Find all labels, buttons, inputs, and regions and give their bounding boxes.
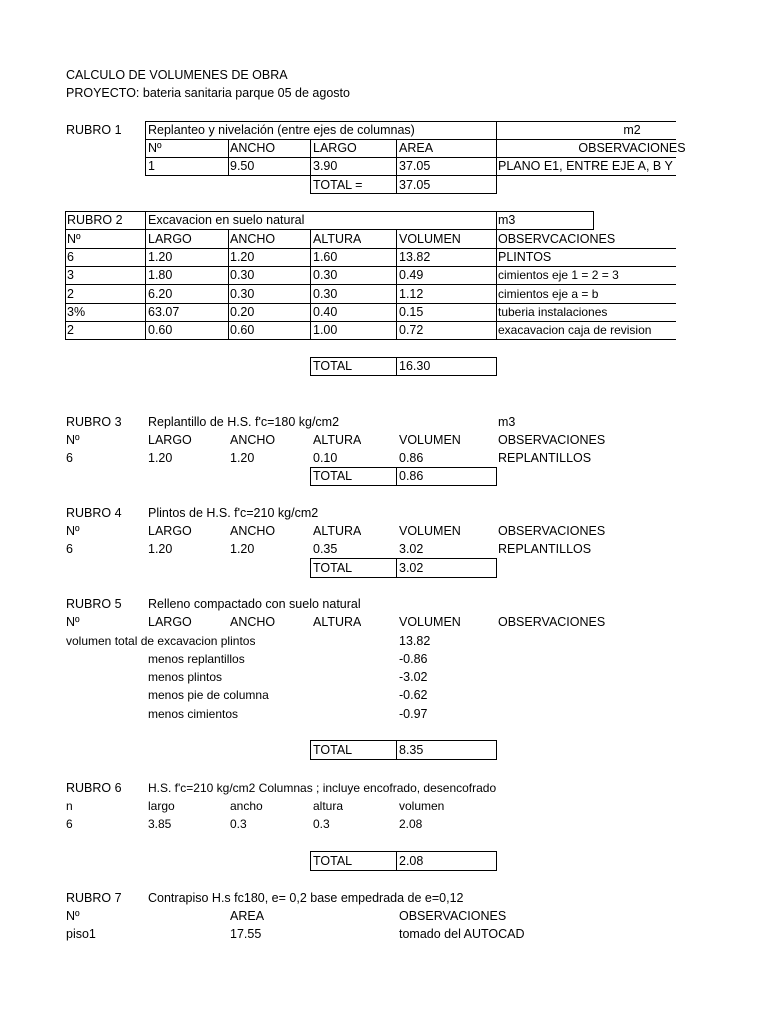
- rubro1-header-ancho: ANCHO: [230, 141, 276, 155]
- cell: cimientos eje a = b: [498, 287, 599, 301]
- rubro5-header-largo: LARGO: [148, 615, 192, 629]
- cell: 0.30: [313, 268, 338, 282]
- rubro3-header-ancho: ANCHO: [230, 433, 276, 447]
- rubro1-header-area: AREA: [399, 141, 434, 155]
- cell: 3.90: [313, 159, 338, 173]
- rubro3-total-value: 0.86: [399, 469, 424, 483]
- cell: 0.49: [399, 268, 424, 282]
- rubro6-header-ancho: ancho: [230, 799, 263, 813]
- line-value: -0.86: [399, 652, 428, 666]
- rubro4-header-ancho: ANCHO: [230, 524, 276, 538]
- rubro7-description: Contrapiso H.s fc180, e= 0,2 base empedrada de e=0,12: [148, 891, 464, 905]
- cell: 1.80: [148, 268, 173, 282]
- cell: 2: [67, 287, 74, 301]
- rubro7-header-n: Nº: [66, 909, 80, 923]
- rubro7-header-observaciones: OBSERVACIONES: [399, 909, 507, 923]
- cell: 6: [66, 817, 73, 831]
- rubro2-header-observaciones: OBSERVCACIONES: [498, 232, 616, 246]
- rubro3-header-largo: LARGO: [148, 433, 192, 447]
- rubro2-description: Excavacion en suelo natural: [148, 213, 305, 227]
- cell: tuberia instalaciones: [498, 305, 608, 319]
- cell: 2: [67, 323, 74, 337]
- cell: 0.35: [313, 542, 338, 556]
- cell: 1.12: [399, 287, 424, 301]
- cell: 63.07: [148, 305, 180, 319]
- cell: 3.85: [148, 817, 172, 831]
- cell: 3%: [67, 305, 86, 319]
- line-label: menos cimientos: [148, 707, 239, 721]
- line-value: 13.82: [399, 634, 431, 648]
- cell: REPLANTILLOS: [498, 451, 592, 465]
- cell: tomado del AUTOCAD: [399, 927, 525, 941]
- rubro2-label: RUBRO 2: [67, 213, 123, 227]
- rubro2-total-value: 16.30: [399, 359, 431, 373]
- rubro2-total-label: TOTAL: [313, 359, 353, 373]
- rubro5-header-volumen: VOLUMEN: [399, 615, 461, 629]
- rubro6-header-volumen: volumen: [399, 799, 445, 813]
- rubro3-total-label: TOTAL: [313, 469, 353, 483]
- cell: 0.15: [399, 305, 424, 319]
- rubro3-description: Replantillo de H.S. f'c=180 kg/cm2: [148, 415, 340, 429]
- rubro2-header-volumen: VOLUMEN: [399, 232, 461, 246]
- rubro1-total-label: TOTAL =: [313, 178, 363, 192]
- cell: 1.20: [230, 542, 255, 556]
- rubro2-header-altura: ALTURA: [313, 232, 362, 246]
- rubro5-header-altura: ALTURA: [313, 615, 362, 629]
- rubro1-header-largo: LARGO: [313, 141, 357, 155]
- cell: 0.86: [399, 451, 424, 465]
- rubro5-total-label: TOTAL: [313, 743, 353, 757]
- cell: 1: [148, 159, 155, 173]
- rubro4-total-value: 3.02: [399, 561, 424, 575]
- cell: 9.50: [230, 159, 255, 173]
- rubro3-header-n: Nº: [66, 433, 80, 447]
- rubro4-total-label: TOTAL: [313, 561, 353, 575]
- cell: 0.30: [230, 268, 255, 282]
- rubro6-total-value: 2.08: [399, 854, 424, 868]
- rubro3-header-observaciones: OBSERVACIONES: [498, 433, 606, 447]
- rubro1-description: Replanteo y nivelación (entre ejes de columnas): [148, 123, 415, 137]
- rubro4-header-volumen: VOLUMEN: [399, 524, 461, 538]
- cell: 2.08: [399, 817, 423, 831]
- rubro4-header-observaciones: OBSERVACIONES: [498, 524, 606, 538]
- cell: cimientos eje 1 = 2 = 3: [498, 268, 619, 282]
- rubro2-unit: m3: [498, 213, 516, 227]
- rubro5-total-value: 8.35: [399, 743, 424, 757]
- rubro4-header-n: Nº: [66, 524, 80, 538]
- cell: 0.60: [148, 323, 173, 337]
- rubro6-label: RUBRO 6: [66, 781, 122, 795]
- cell: piso1: [66, 927, 96, 941]
- cell: 0.72: [399, 323, 424, 337]
- line-value: -0.62: [399, 688, 428, 702]
- rubro3-header-volumen: VOLUMEN: [399, 433, 461, 447]
- cell: 0.30: [230, 287, 255, 301]
- rubro5-label: RUBRO 5: [66, 597, 122, 611]
- cell: 37.05: [399, 159, 431, 173]
- line-label: menos plintos: [148, 670, 223, 684]
- cell: 1.20: [148, 542, 173, 556]
- cell: 0.3: [230, 817, 247, 831]
- rubro4-label: RUBRO 4: [66, 506, 122, 520]
- cell: 1.20: [230, 451, 255, 465]
- cell: 1.60: [313, 250, 338, 264]
- page-title: CALCULO DE VOLUMENES DE OBRA: [66, 68, 288, 82]
- rubro6-header-largo: largo: [148, 799, 175, 813]
- rubro4-header-altura: ALTURA: [313, 524, 362, 538]
- cell: 0.10: [313, 451, 338, 465]
- rubro7-header-area: AREA: [230, 909, 265, 923]
- project-line: PROYECTO: bateria sanitaria parque 05 de agosto: [66, 86, 350, 100]
- cell: 0.60: [230, 323, 255, 337]
- cell: PLINTOS: [498, 250, 552, 264]
- rubro4-header-largo: LARGO: [148, 524, 192, 538]
- rubro1-header-n: Nº: [148, 141, 162, 155]
- rubro1-unit: m2: [623, 123, 641, 137]
- cell: 1.20: [148, 250, 173, 264]
- cell: 17.55: [230, 927, 262, 941]
- rubro5-header-ancho: ANCHO: [230, 615, 276, 629]
- cell: REPLANTILLOS: [498, 542, 592, 556]
- line-label: menos pie de columna: [148, 688, 269, 702]
- cell: 6.20: [148, 287, 173, 301]
- line-value: -0.97: [399, 707, 428, 721]
- cell: 6: [66, 451, 73, 465]
- cell: 0.30: [313, 287, 338, 301]
- line-label: menos replantillos: [148, 652, 245, 666]
- rubro1-label: RUBRO 1: [66, 123, 122, 137]
- rubro1-header-observaciones: OBSERVACIONES: [578, 141, 686, 155]
- line-value: -3.02: [399, 670, 428, 684]
- rubro2-header-largo: LARGO: [148, 232, 192, 246]
- rubro3-label: RUBRO 3: [66, 415, 122, 429]
- cell: 1.20: [230, 250, 255, 264]
- rubro2-header-ancho: ANCHO: [230, 232, 276, 246]
- rubro5-header-n: Nº: [66, 615, 80, 629]
- cell: 3: [67, 268, 74, 282]
- cell: 3.02: [399, 542, 424, 556]
- cell: 0.40: [313, 305, 338, 319]
- rubro6-header-n: n: [66, 799, 73, 813]
- cell: 13.82: [399, 250, 431, 264]
- rubro5-header-observaciones: OBSERVACIONES: [498, 615, 606, 629]
- rubro6-header-altura: altura: [313, 799, 344, 813]
- rubro6-description: H.S. f'c=210 kg/cm2 Columnas ; incluye encofrado, desencofrado: [148, 781, 497, 795]
- rubro1-total-value: 37.05: [399, 178, 431, 192]
- cell: exacavacion caja de revision: [498, 323, 652, 337]
- rubro4-description: Plintos de H.S. f'c=210 kg/cm2: [148, 506, 319, 520]
- cell: 0.20: [230, 305, 255, 319]
- cell: 6: [66, 542, 73, 556]
- cell: 0.3: [313, 817, 330, 831]
- cell: PLANO E1, ENTRE EJE A, B Y: [498, 159, 673, 173]
- cell: 1.00: [313, 323, 338, 337]
- rubro3-header-altura: ALTURA: [313, 433, 362, 447]
- rubro6-total-label: TOTAL: [313, 854, 353, 868]
- cell: 6: [67, 250, 74, 264]
- rubro5-description: Relleno compactado con suelo natural: [148, 597, 361, 611]
- cell: 1.20: [148, 451, 173, 465]
- line-label: volumen total de excavacion plintos: [66, 634, 256, 648]
- rubro2-header-n: Nº: [67, 232, 81, 246]
- rubro7-label: RUBRO 7: [66, 891, 122, 905]
- rubro3-unit: m3: [498, 415, 516, 429]
